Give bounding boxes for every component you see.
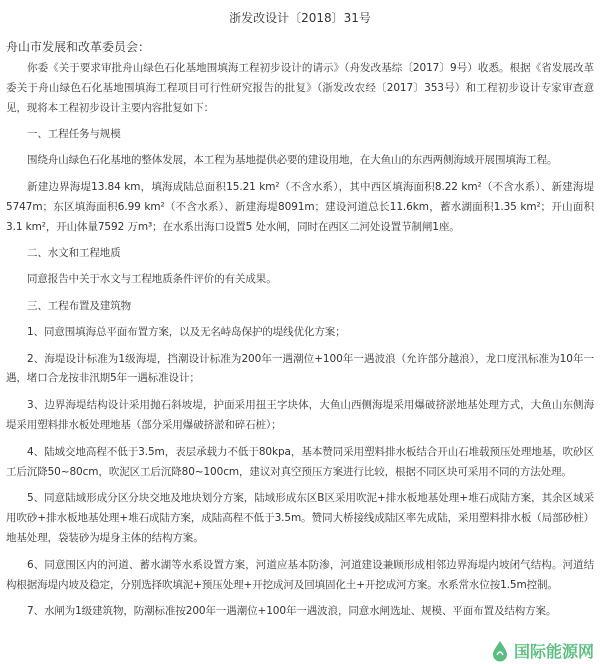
list-item: 1、同意围填海总平面布置方案，以及无名峙岛保护的堤线优化方案；	[27, 325, 346, 338]
body-paragraph: 围绕舟山绿色石化基地的整体发展，本工程为基地提供必要的建设用地，在大鱼山的东西两侧海域开展围填海工程。	[27, 154, 558, 167]
list-item: 3、边界海堤结构设计采用抛石斜坡堤，护面采用扭王字块体，大鱼山西侧海堤采用爆破挤淤地基处理方式，大鱼山东侧海堤采用塑料排水板处理地基（部分采用爆破挤淤和碎石桩）；	[6, 399, 594, 431]
list-item: 2、海堤设计标准为1级海堤，挡潮设计标准为200年一遇潮位+100年一遇波浪（允许部分越浪），龙口度汛标准为10年一遇，堵口合龙按非汛期5年一遇标准设计；	[6, 352, 594, 385]
energy-drop-logo-icon	[490, 640, 510, 662]
watermark	[490, 639, 594, 662]
section-heading-tasks: 一、工程任务与规模	[27, 128, 121, 141]
intro-paragraph: 你委《关于要求审批舟山绿色石化基地围填海工程初步设计的请示》（舟发改基综〔2017〕9号）收悉。根据《省发展改革委关于舟山绿色石化基地围填海工程项目可行性研究报告的批复》（浙发改农经〔2017〕353号）和工程初步设计专家审查意见，现将本工程初步设计主要内容批复如下：	[6, 62, 594, 114]
list-item: 4、陆域交地高程不低于3.5m，表层承载力不低于80kpa，基本赞同采用塑料排水板结合开山石堆载预压处理地基，吹砂区工后沉降50~80cm，吹泥区工后沉降80~100cm，建议对真空预压方案进行比较，根据不同区块可采用不同的方法处理。	[6, 445, 594, 478]
list-item: 5、同意陆域形成分区分块交地及地块划分方案，陆域形成东区B区采用吹泥+排水板地基处理+堆石成陆方案，其余区域采用吹砂+排水板地基处理+堆石成陆方案，成陆高程不低于3.5m。赞同大桥接线成陆区率先成陆，采用塑料排水板（局部砂桩）地基处理，袋装砂为堤身主体的结构方案。	[6, 492, 594, 544]
document-number: 浙发改设计〔2018〕31号	[229, 11, 371, 25]
body-paragraph: 同意报告中关于水文与工程地质条件评价的有关成果。	[27, 273, 277, 286]
recipient-line: 舟山市发展和改革委员会：	[6, 40, 151, 54]
section-heading-layout: 三、工程布置及建筑物	[27, 299, 131, 312]
body-paragraph: 新建边界海堤13.84 km，填海成陆总面积15.21 km²（不含水系），其中西区填海面积8.22 km²（不含水系）、新建海堤5747m；东区填海面积6.99 km²（不含水系）、新建海堤8091m；建设河道总长11.6km，蓄水湖面积1.35 km²；开山面积3.1 km²，开山体量7592 万m³；在水系出海口设置5 处水闸，同时在西区二河处设置节制闸1座。	[6, 180, 594, 233]
section-heading-hydrology: 二、水文和工程地质	[27, 247, 121, 260]
document-body	[6, 38, 594, 629]
watermark-text: 国际能源网	[513, 642, 594, 661]
list-item: 7、水闸为1级建筑物，防潮标准按200年一遇潮位+100年一遇波浪，同意水闸选址、规模、平面布置及结构方案。	[27, 605, 557, 618]
list-item: 6、同意围区内的河道、蓄水湖等水系设置方案，河道应基本防渗，河道建设兼顾形成相邻边界海堤内坡闭气结构。河道结构根据海堤内坡及稳定，分别选择吹填泥+预压处理+开挖成河及回填固化土+开挖成河方案。水系常水位按1.5m控制。	[6, 558, 594, 591]
